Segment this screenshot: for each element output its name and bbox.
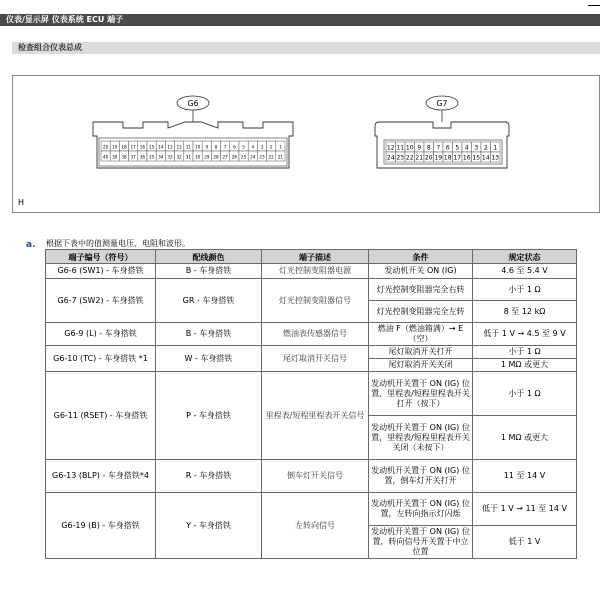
specified-cell: 8 至 12 kΩ — [473, 301, 577, 323]
pin-number: 28 — [213, 154, 219, 160]
top-rule — [588, 5, 600, 6]
pin-number: 1 — [493, 144, 498, 152]
pin-number: 15 — [472, 154, 481, 162]
wire-color-cell: B - 车身搭铁 — [156, 323, 262, 346]
specified-cell: 低于 1 V → 4.5 至 9 V — [473, 323, 577, 346]
connector-figure — [12, 75, 600, 213]
specified-cell: 低于 1 V → 11 至 14 V — [473, 493, 577, 526]
pin-number: 18 — [121, 144, 127, 150]
pin-number: 21 — [415, 154, 424, 162]
description-cell: 燃油表传感器信号 — [262, 323, 369, 346]
pin-number: 1 — [279, 144, 282, 150]
specified-cell: 11 至 14 V — [473, 460, 577, 493]
step-text: 根据下表中的值测量电压、电阻和波形。 — [46, 239, 190, 248]
table-row — [46, 323, 577, 346]
pin-number: 7 — [223, 144, 227, 150]
pin-number: 31 — [185, 154, 192, 160]
terminal-cell: G6-9 (L) - 车身搭铁 — [46, 323, 156, 346]
terminal-spec-table — [45, 249, 577, 559]
description-cell: 灯光控制变阻器电源 — [262, 264, 369, 279]
header-specified: 规定状态 — [473, 250, 577, 264]
pin-number: 39 — [112, 154, 118, 160]
wire-color-cell: W - 车身搭铁 — [156, 346, 262, 372]
pin-number: 19 — [112, 144, 118, 150]
pin-number: 5 — [455, 144, 460, 152]
pin-number: 35 — [148, 154, 155, 160]
condition-cell: 燃油 F（燃油箱满）→ E（空） — [369, 323, 473, 346]
table-row — [46, 493, 577, 526]
pin-number: 5 — [242, 144, 245, 150]
description-cell: 倒车灯开关信号 — [262, 460, 369, 493]
pin-number: 14 — [481, 154, 490, 162]
table-row — [46, 372, 577, 416]
description-cell: 里程表/短程里程表开关信号 — [262, 372, 369, 460]
pin-number: 21 — [277, 154, 284, 160]
header-terminal: 端子编号（符号） — [46, 250, 156, 264]
specified-cell: 1 MΩ 或更大 — [473, 359, 577, 372]
pin-number: 18 — [443, 154, 452, 162]
table-row — [46, 346, 577, 359]
pin-number: 10 — [194, 144, 201, 150]
pin-number: 22 — [268, 154, 274, 160]
description-cell: 尾灯取消开关信号 — [262, 346, 369, 372]
pin-number: 30 — [194, 154, 201, 160]
pin-number: 13 — [491, 154, 500, 162]
pin-number: 3 — [474, 144, 479, 152]
step-marker: a. — [26, 240, 36, 250]
pin-number: 16 — [462, 154, 471, 162]
pin-number: 6 — [445, 144, 450, 152]
pin-number: 33 — [167, 154, 173, 160]
terminal-cell: G6-19 (B) - 车身搭铁 — [46, 493, 156, 559]
pin-number: 27 — [222, 154, 228, 160]
specified-cell: 小于 1 Ω — [473, 346, 577, 359]
pin-number: 32 — [176, 154, 182, 160]
section-title: 检查组合仪表总成 — [12, 42, 600, 54]
pin-number: 26 — [231, 154, 238, 160]
pin-number: 8 — [426, 144, 431, 152]
pin-number: 24 — [250, 154, 256, 160]
pin-number: 25 — [240, 154, 247, 160]
condition-cell: 发动机开关置于 ON (IG) 位置，左转向指示灯闪烁 — [369, 493, 473, 526]
pin-number: 34 — [158, 154, 164, 160]
pin-number: 23 — [259, 154, 265, 160]
condition-cell: 尾灯取消开关打开 — [369, 346, 473, 359]
pin-number: 20 — [102, 144, 109, 150]
condition-cell: 尾灯取消开关关闭 — [369, 359, 473, 372]
pin-number: 12 — [176, 144, 182, 150]
pin-number: 4 — [251, 144, 255, 150]
specified-cell: 1 MΩ 或更大 — [473, 416, 577, 460]
pin-number: 6 — [233, 144, 236, 150]
g7-pins — [386, 142, 500, 162]
connector-diagram — [13, 76, 599, 196]
header-description: 端子描述 — [262, 250, 369, 264]
terminal-cell: G6-6 (SW1) - 车身搭铁 — [46, 264, 156, 279]
terminal-cell: G6-13 (BLP) - 车身搭铁*4 — [46, 460, 156, 493]
pin-number: 29 — [204, 154, 210, 160]
pin-number: 19 — [434, 154, 443, 162]
wire-color-cell: B - 车身搭铁 — [156, 264, 262, 279]
pin-number: 4 — [464, 144, 469, 152]
wire-color-cell: Y - 车身搭铁 — [156, 493, 262, 559]
description-cell: 灯光控制变阻器信号 — [262, 279, 369, 323]
pin-number: 23 — [396, 154, 405, 162]
g6-label: G6 — [187, 99, 199, 108]
pin-number: 37 — [130, 154, 136, 160]
pin-number: 17 — [130, 144, 136, 150]
pin-number: 8 — [214, 144, 218, 150]
pin-number: 2 — [269, 144, 273, 150]
terminal-cell: G6-10 (TC) - 车身搭铁 *1 — [46, 346, 156, 372]
condition-cell: 灯光控制变阻器完全左转 — [369, 301, 473, 323]
table-row — [46, 460, 577, 493]
pin-number: 10 — [405, 144, 414, 152]
pin-number: 11 — [185, 144, 192, 150]
pin-number: 13 — [167, 144, 173, 150]
pin-number: 16 — [139, 144, 146, 150]
specified-cell: 4.6 至 5.4 V — [473, 264, 577, 279]
specified-cell: 低于 1 V — [473, 526, 577, 559]
pin-number: 9 — [205, 144, 209, 150]
condition-cell: 发动机开关 ON (IG) — [369, 264, 473, 279]
pin-number: 36 — [139, 154, 146, 160]
specified-cell: 小于 1 Ω — [473, 279, 577, 301]
header-wire-color: 配线颜色 — [156, 250, 262, 264]
table-header-row — [46, 250, 577, 264]
description-cell: 左转向信号 — [262, 493, 369, 559]
specified-cell: 小于 1 Ω — [473, 372, 577, 416]
table-row — [46, 279, 577, 301]
g7-label: G7 — [436, 99, 448, 108]
pin-number: 20 — [424, 154, 433, 162]
pin-number: 40 — [102, 154, 109, 160]
header-condition: 条件 — [369, 250, 473, 264]
wire-color-cell: P - 车身搭铁 — [156, 372, 262, 460]
pin-number: 38 — [121, 154, 127, 160]
pin-number: 9 — [417, 144, 422, 152]
terminal-cell: G6-7 (SW2) - 车身搭铁 — [46, 279, 156, 323]
condition-cell: 发动机开关置于 ON (IG) 位置，里程表/短程里程表开关打开（按下） — [369, 372, 473, 416]
condition-cell: 发动机开关置于 ON (IG) 位置，转向信号开关置于中立位置 — [369, 526, 473, 559]
pin-number: 17 — [453, 154, 462, 162]
pin-number: 24 — [386, 154, 395, 162]
pin-number: 3 — [260, 144, 264, 150]
condition-cell: 发动机开关置于 ON (IG) 位置，里程表/短程里程表开关关闭（未按下） — [369, 416, 473, 460]
pin-number: 7 — [436, 144, 441, 152]
figure-label: H — [18, 198, 25, 207]
pin-number: 22 — [405, 154, 414, 162]
breadcrumb: 仪表/显示屏 仪表系统 ECU 端子 — [0, 14, 600, 26]
pin-number: 11 — [396, 144, 405, 152]
pin-number: 12 — [386, 144, 395, 152]
pin-number: 2 — [483, 144, 488, 152]
condition-cell: 灯光控制变阻器完全右转 — [369, 279, 473, 301]
wire-color-cell: R - 车身搭铁 — [156, 460, 262, 493]
g6-pins — [101, 141, 285, 161]
condition-cell: 发动机开关置于 ON (IG) 位置，倒车灯开关打开 — [369, 460, 473, 493]
terminal-cell: G6-11 (RSET) - 车身搭铁 — [46, 372, 156, 460]
table-row — [46, 264, 577, 279]
pin-number: 14 — [158, 144, 164, 150]
wire-color-cell: GR - 车身搭铁 — [156, 279, 262, 323]
pin-number: 15 — [148, 144, 155, 150]
